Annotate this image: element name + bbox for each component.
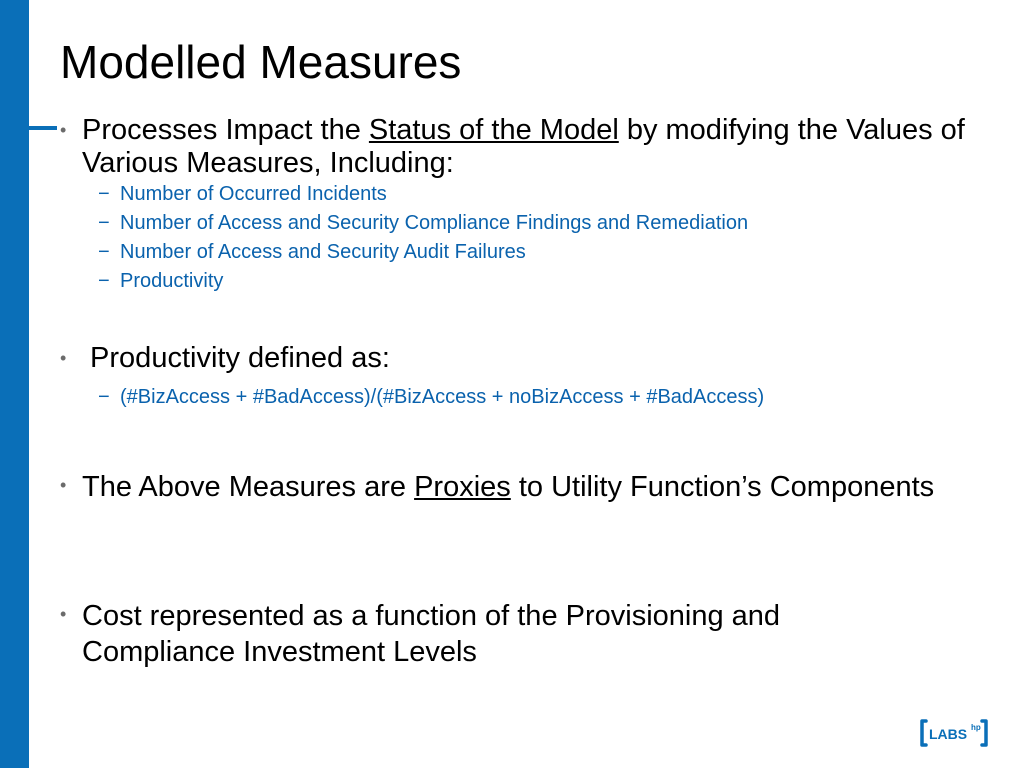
bullet-text-part: Processes Impact the [82, 114, 369, 146]
bullet-processes-impact [60, 114, 990, 180]
sub-bullet-text: Productivity [120, 270, 224, 292]
sub-bullet-text: (#BizAccess + #BadAccess)/(#BizAccess + noBizAccess + #BadAccess) [120, 386, 765, 408]
bullet-text [82, 469, 940, 505]
dash-marker: − [98, 386, 110, 408]
sub-bullet-text: Number of Access and Security Compliance Findings and Remediation [120, 212, 749, 234]
hp-labs-logo [919, 718, 989, 748]
left-accent-bar [0, 0, 29, 768]
sub-bullet-occurred-incidents [98, 182, 998, 206]
bullet-text-part: by modifying the Values of Various Measures, Including: [82, 114, 965, 179]
bullet-dot: • [60, 120, 67, 140]
bullet-text [82, 114, 990, 180]
sub-bullet-productivity [98, 269, 998, 293]
bullet-text-part: The Above Measures are [82, 471, 415, 503]
dash-marker: − [98, 183, 110, 205]
sub-bullet-text: Number of Access and Security Audit Failures [120, 241, 526, 263]
bullet-dot: • [60, 604, 67, 624]
logo-superscript: hp [971, 723, 981, 732]
sub-bullet-productivity-formula [98, 385, 998, 409]
bullet-text: Productivity defined as: [82, 342, 390, 374]
bullet-text: Cost represented as a function of the Provisioning and Compliance Investment Levels [82, 600, 781, 668]
logo-left-bracket [922, 721, 926, 745]
bullet-proxies [60, 469, 940, 505]
bullet-productivity-defined [60, 342, 990, 375]
bullet-text-part: to Utility Function’s Components [510, 471, 935, 503]
logo-right-bracket [982, 721, 986, 745]
sub-bullet-audit-failures [98, 240, 998, 264]
accent-bar-tick [29, 126, 57, 130]
sub-bullet-compliance-findings [98, 211, 998, 235]
dash-marker: − [98, 270, 110, 292]
dash-marker: − [98, 212, 110, 234]
bullet-dot: • [60, 348, 67, 368]
dash-marker: − [98, 241, 110, 263]
underlined-term-proxies: Proxies [414, 471, 511, 503]
bullet-cost [60, 598, 940, 670]
sub-bullet-text: Number of Occurred Incidents [120, 183, 387, 205]
slide-title: Modelled Measures [60, 36, 462, 88]
logo-text: LABS [929, 726, 968, 742]
bullet-dot: • [60, 475, 67, 495]
underlined-term-status-of-model: Status of the Model [368, 114, 619, 146]
